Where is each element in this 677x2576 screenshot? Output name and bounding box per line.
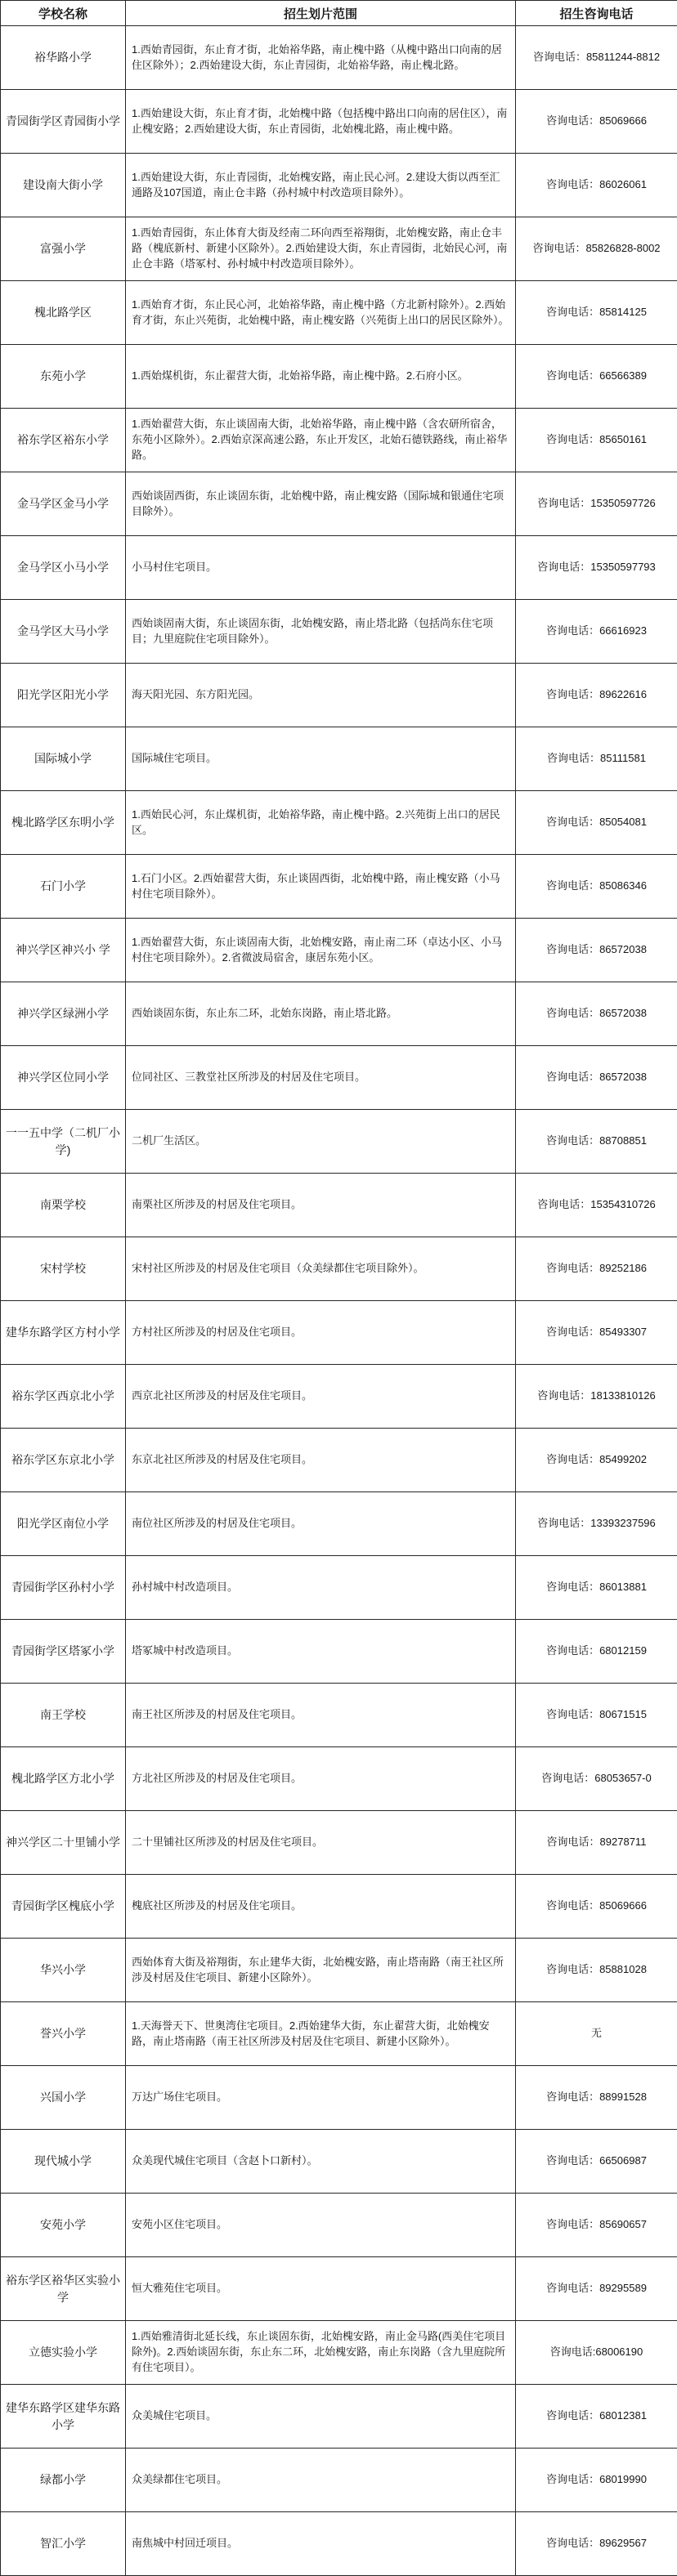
- enrollment-range-cell: 1.西始建设大街，东止育才街，北始槐中路（包括槐中路出口向南的居住区），南止槐安路；2.西始建设大街，东止青园街，北始槐北路，南止槐中路。: [126, 90, 516, 154]
- school-name-cell: 金马学区大马小学: [1, 600, 126, 664]
- table-body: [1, 26, 677, 2576]
- table-row: [1, 536, 677, 600]
- consult-phone-cell: 咨询电话：15350597793: [516, 536, 677, 600]
- school-name-cell: 一一五中学（二机厂小学): [1, 1110, 126, 1174]
- enrollment-range-cell: 南王社区所涉及的村居及住宅项目。: [126, 1684, 516, 1747]
- enrollment-range-cell: 恒大雅苑住宅项目。: [126, 2257, 516, 2321]
- header-consult-phone: 招生咨询电话: [516, 1, 677, 26]
- enrollment-range-cell: 1.西始建设大街，东止青园街，北始槐安路，南止民心河。2.建设大街以西至汇通路及107国道，南止仓丰路（孙村城中村改造项目除外）。: [126, 154, 516, 217]
- table-row: [1, 982, 677, 1046]
- table-row: [1, 281, 677, 345]
- consult-phone-cell: 咨询电话：15354310726: [516, 1174, 677, 1237]
- enrollment-range-cell: 众美绿都住宅项目。: [126, 2449, 516, 2512]
- enrollment-range-cell: 孙村城中村改造项目。: [126, 1556, 516, 1620]
- consult-phone-cell: 咨询电话：85493307: [516, 1301, 677, 1365]
- consult-phone-cell: 咨询电话：68012159: [516, 1620, 677, 1684]
- school-name-cell: 建华东路学区建华东路小学: [1, 2385, 126, 2449]
- consult-phone-cell: 咨询电话：86013881: [516, 1556, 677, 1620]
- enrollment-range-cell: 1.西始翟营大街，东止谈固南大街，北始槐安路，南止南二环（卓达小区、小马村住宅项目除外）。2.省微波局宿舍，康居东苑小区。: [126, 919, 516, 982]
- table-row: [1, 1365, 677, 1429]
- consult-phone-cell: 咨询电话：86572038: [516, 982, 677, 1046]
- consult-phone-cell: 咨询电话：68012381: [516, 2385, 677, 2449]
- table-row: [1, 1046, 677, 1110]
- enrollment-range-cell: 1.天海誉天下、世奥湾住宅项目。2.西始建华大街，东止翟营大街，北始槐安路，南止塔南路（南王社区所涉及村居及住宅项目、新建小区除外）。: [126, 2002, 516, 2066]
- enrollment-range-cell: 1.西始雅清街北延长线，东止谈固东街，北始槐安路，南止金马路(西美住宅项目除外)。2.西始谈固东街，东止东二环，北始槐安路，南止东岗路（含九里庭院所有住宅项目）。: [126, 2321, 516, 2385]
- enrollment-range-cell: 小马村住宅项目。: [126, 536, 516, 600]
- enrollment-range-cell: 1.西始翟营大街，东止谈固南大街，北始裕华路，南止槐中路（含农研所宿舍，东苑小区除外）。2.西始京深高速公路，东止开发区，北始石德铁路线，南止裕华路。: [126, 409, 516, 472]
- school-name-cell: 富强小学: [1, 217, 126, 281]
- consult-phone-cell: 咨询电话：88708851: [516, 1110, 677, 1174]
- school-name-cell: 槐北路学区方北小学: [1, 1747, 126, 1811]
- table-row: [1, 855, 677, 919]
- table-row: [1, 2194, 677, 2257]
- school-name-cell: 建设南大街小学: [1, 154, 126, 217]
- school-name-cell: 青园街学区槐底小学: [1, 1875, 126, 1939]
- enrollment-range-cell: 南栗社区所涉及的村居及住宅项目。: [126, 1174, 516, 1237]
- consult-phone-cell: 咨询电话：85826828-8002: [516, 217, 677, 281]
- enrollment-range-cell: 海天阳光园、东方阳光园。: [126, 664, 516, 727]
- table-row: [1, 409, 677, 472]
- school-name-cell: 神兴学区神兴小 学: [1, 919, 126, 982]
- consult-phone-cell: 咨询电话：85499202: [516, 1429, 677, 1492]
- table-row: [1, 154, 677, 217]
- table-row: [1, 1684, 677, 1747]
- table-row: [1, 472, 677, 536]
- table-row: [1, 90, 677, 154]
- header-school-name: 学校名称: [1, 1, 126, 26]
- table-row: [1, 1429, 677, 1492]
- table-row: [1, 1811, 677, 1875]
- consult-phone-cell: 无: [516, 2002, 677, 2066]
- enrollment-range-cell: 宋村社区所涉及的村居及住宅项目（众美绿都住宅项目除外）。: [126, 1237, 516, 1301]
- consult-phone-cell: 咨询电话：89278711: [516, 1811, 677, 1875]
- table-row: [1, 600, 677, 664]
- school-name-cell: 裕东学区西京北小学: [1, 1365, 126, 1429]
- school-name-cell: 立德实验小学: [1, 2321, 126, 2385]
- enrollment-range-cell: 万达广场住宅项目。: [126, 2066, 516, 2130]
- school-name-cell: 建华东路学区方村小学: [1, 1301, 126, 1365]
- consult-phone-cell: 咨询电话：89629567: [516, 2512, 677, 2576]
- enrollment-range-cell: 众美城住宅项目。: [126, 2385, 516, 2449]
- consult-phone-cell: 咨询电话：85069666: [516, 1875, 677, 1939]
- consult-phone-cell: 咨询电话：86572038: [516, 1046, 677, 1110]
- enrollment-range-cell: 众美现代城住宅项目（含赵卜口新村）。: [126, 2130, 516, 2194]
- table-row: [1, 1301, 677, 1365]
- school-name-cell: 石门小学: [1, 855, 126, 919]
- table-row: [1, 1174, 677, 1237]
- school-name-cell: 阳光学区南位小学: [1, 1492, 126, 1556]
- consult-phone-cell: 咨询电话：85086346: [516, 855, 677, 919]
- school-name-cell: 国际城小学: [1, 727, 126, 791]
- enrollment-range-cell: 国际城住宅项目。: [126, 727, 516, 791]
- school-name-cell: 神兴学区绿洲小学: [1, 982, 126, 1046]
- consult-phone-cell: 咨询电话：85069666: [516, 90, 677, 154]
- table-row: [1, 2257, 677, 2321]
- school-name-cell: 裕东学区裕东小学: [1, 409, 126, 472]
- table-row: [1, 1237, 677, 1301]
- consult-phone-cell: 咨询电话：66506987: [516, 2130, 677, 2194]
- consult-phone-cell: 咨询电话：88991528: [516, 2066, 677, 2130]
- enrollment-range-cell: 南焦城中村回迁项目。: [126, 2512, 516, 2576]
- enrollment-range-cell: 西始谈固西街，东止谈固东街，北始槐中路，南止槐安路（国际城和银通住宅项目除外）。: [126, 472, 516, 536]
- table-row: [1, 26, 677, 90]
- consult-phone-cell: 咨询电话：85690657: [516, 2194, 677, 2257]
- consult-phone-cell: 咨询电话：15350597726: [516, 472, 677, 536]
- consult-phone-cell: 咨询电话：85814125: [516, 281, 677, 345]
- school-name-cell: 誉兴小学: [1, 2002, 126, 2066]
- school-name-cell: 裕东学区裕华区实验小学: [1, 2257, 126, 2321]
- school-name-cell: 阳光学区阳光小学: [1, 664, 126, 727]
- enrollment-range-cell: 西始谈固南大街，东止谈固东街，北始槐安路，南止塔北路（包括尚东住宅项目；九里庭院住宅项目除外）。: [126, 600, 516, 664]
- consult-phone-cell: 咨询电话：85881028: [516, 1939, 677, 2002]
- table-row: [1, 217, 677, 281]
- consult-phone-cell: 咨询电话：85650161: [516, 409, 677, 472]
- enrollment-range-cell: 1.西始青园街，东止育才街，北始裕华路，南止槐中路（从槐中路出口向南的居住区除外）；2.西始建设大街，东止青园街，北始裕华路，南止槐北路。: [126, 26, 516, 90]
- consult-phone-cell: 咨询电话：86572038: [516, 919, 677, 982]
- table-row: [1, 345, 677, 409]
- table-row: [1, 1110, 677, 1174]
- table-row: [1, 2385, 677, 2449]
- school-name-cell: 现代城小学: [1, 2130, 126, 2194]
- consult-phone-cell: 咨询电话：86026061: [516, 154, 677, 217]
- enrollment-range-cell: 1.西始育才街，东止民心河，北始裕华路，南止槐中路（方北新村除外）。2.西始育才街，东止兴苑街，北始槐中路，南止槐安路（兴苑街上出口的居民区除外）。: [126, 281, 516, 345]
- consult-phone-cell: 咨询电话：66566389: [516, 345, 677, 409]
- consult-phone-cell: 咨询电话：89622616: [516, 664, 677, 727]
- consult-phone-cell: 咨询电话：85054081: [516, 791, 677, 855]
- school-name-cell: 裕华路小学: [1, 26, 126, 90]
- enrollment-range-cell: 二十里铺社区所涉及的村居及住宅项目。: [126, 1811, 516, 1875]
- school-name-cell: 金马学区金马小学: [1, 472, 126, 536]
- enrollment-range-cell: 槐底社区所涉及的村居及住宅项目。: [126, 1875, 516, 1939]
- header-enrollment-range: 招生划片范围: [126, 1, 516, 26]
- school-name-cell: 绿都小学: [1, 2449, 126, 2512]
- school-name-cell: 南栗学校: [1, 1174, 126, 1237]
- school-name-cell: 南王学校: [1, 1684, 126, 1747]
- school-name-cell: 槐北路学区: [1, 281, 126, 345]
- school-name-cell: 青园街学区青园街小学: [1, 90, 126, 154]
- school-name-cell: 槐北路学区东明小学: [1, 791, 126, 855]
- consult-phone-cell: 咨询电话：85111581: [516, 727, 677, 791]
- school-name-cell: 青园街学区孙村小学: [1, 1556, 126, 1620]
- table-row: [1, 1875, 677, 1939]
- table-row: [1, 2066, 677, 2130]
- table-row: [1, 1939, 677, 2002]
- enrollment-range-cell: 西京北社区所涉及的村居及住宅项目。: [126, 1365, 516, 1429]
- enrollment-range-cell: 西始谈固东街，东止东二环，北始东岗路，南止塔北路。: [126, 982, 516, 1046]
- enrollment-range-cell: 1.石门小区。2.西始翟营大街，东止谈固西街，北始槐中路，南止槐安路（小马村住宅项目除外）。: [126, 855, 516, 919]
- table-row: [1, 2130, 677, 2194]
- enrollment-range-cell: 西始体育大街及裕翔街，东止建华大街，北始槐安路，南止塔南路（南王社区所涉及村居及住宅项目、新建小区除外）。: [126, 1939, 516, 2002]
- school-name-cell: 安苑小学: [1, 2194, 126, 2257]
- enrollment-range-cell: 东京北社区所涉及的村居及住宅项目。: [126, 1429, 516, 1492]
- enrollment-range-cell: 位同社区、三教堂社区所涉及的村居及住宅项目。: [126, 1046, 516, 1110]
- enrollment-range-cell: 方北社区所涉及的村居及住宅项目。: [126, 1747, 516, 1811]
- table-row: [1, 1556, 677, 1620]
- consult-phone-cell: 咨询电话：80671515: [516, 1684, 677, 1747]
- table-row: [1, 727, 677, 791]
- consult-phone-cell: 咨询电话：18133810126: [516, 1365, 677, 1429]
- school-name-cell: 青园街学区塔冢小学: [1, 1620, 126, 1684]
- school-name-cell: 智汇小学: [1, 2512, 126, 2576]
- enrollment-range-cell: 南位社区所涉及的村居及住宅项目。: [126, 1492, 516, 1556]
- table-row: [1, 2002, 677, 2066]
- school-name-cell: 华兴小学: [1, 1939, 126, 2002]
- table-row: [1, 791, 677, 855]
- table-row: [1, 1747, 677, 1811]
- school-name-cell: 裕东学区东京北小学: [1, 1429, 126, 1492]
- school-name-cell: 东苑小学: [1, 345, 126, 409]
- school-name-cell: 神兴学区二十里铺小学: [1, 1811, 126, 1875]
- enrollment-range-cell: 1.西始青园街，东止体育大街及经南二环向西至裕翔街，北始槐安路，南止仓丰路（槐底新村、新建小区除外）。2.西始建设大街，东止青园街，北始民心河，南止仓丰路（塔冢村、孙村城中村改造项目除外）。: [126, 217, 516, 281]
- table-row: [1, 919, 677, 982]
- enrollment-range-cell: 1.西始民心河，东止煤机街，北始裕华路，南止槐中路。2.兴苑街上出口的居民区。: [126, 791, 516, 855]
- enrollment-range-cell: 塔冢城中村改造项目。: [126, 1620, 516, 1684]
- school-name-cell: 神兴学区位同小学: [1, 1046, 126, 1110]
- consult-phone-cell: 咨询电话：66616923: [516, 600, 677, 664]
- consult-phone-cell: 咨询电话：68053657-0: [516, 1747, 677, 1811]
- table-row: [1, 1492, 677, 1556]
- enrollment-range-cell: 1.西始煤机街，东止翟营大街，北始裕华路，南止槐中路。2.石府小区。: [126, 345, 516, 409]
- table-row: [1, 2449, 677, 2512]
- header-row: [1, 1, 677, 26]
- school-name-cell: 金马学区小马小学: [1, 536, 126, 600]
- table-row: [1, 664, 677, 727]
- table-row: [1, 2512, 677, 2576]
- enrollment-range-cell: 方村社区所涉及的村居及住宅项目。: [126, 1301, 516, 1365]
- enrollment-range-cell: 安苑小区住宅项目。: [126, 2194, 516, 2257]
- consult-phone-cell: 咨询电话:68006190: [516, 2321, 677, 2385]
- table-row: [1, 2321, 677, 2385]
- school-name-cell: 兴国小学: [1, 2066, 126, 2130]
- enrollment-range-cell: 二机厂生活区。: [126, 1110, 516, 1174]
- school-name-cell: 宋村学校: [1, 1237, 126, 1301]
- table-row: [1, 1620, 677, 1684]
- consult-phone-cell: 咨询电话：13393237596: [516, 1492, 677, 1556]
- consult-phone-cell: 咨询电话：89252186: [516, 1237, 677, 1301]
- consult-phone-cell: 咨询电话：89295589: [516, 2257, 677, 2321]
- consult-phone-cell: 咨询电话：85811244-8812: [516, 26, 677, 90]
- consult-phone-cell: 咨询电话：68019990: [516, 2449, 677, 2512]
